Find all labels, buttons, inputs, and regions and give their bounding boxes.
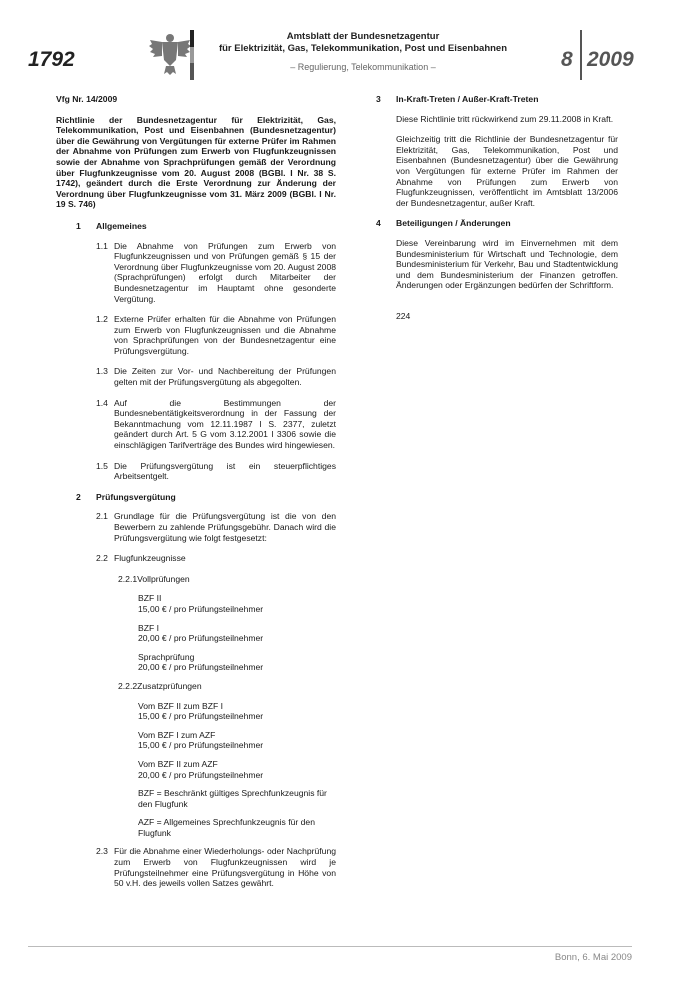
section-4-paragraph-1: Diese Vereinbarung wird im Einvernehmen mit dem Bundesministerium für Wirtschaft und Technologie, dem Bundesministerium für Verkehr, Bau und Stadtentwicklung und dem Bundesministerium der Finanzen getroffen. Änderungen oder Ergänzungen bedürfen der Schriftform. <box>396 237 618 291</box>
issue-year: 2009 <box>587 48 634 71</box>
fee-entry: Vom BZF II zum AZF 20,00 € / pro Prüfungsteilnehmer <box>138 758 264 780</box>
section-2-heading: 2 Prüfungsvergütung <box>76 491 176 502</box>
page-number: 1792 <box>28 48 75 71</box>
item-2-1: 2.1 Grundlage für die Prüfungsvergütung ist die von den Bewerbern zu zahlende Prüfungsgebühr. Danach wird die Prüfungsvergütung wie folgt festgesetzt: <box>96 511 336 543</box>
item-1-5: 1.5 Die Prüfungsvergütung ist ein steuerpflichtiges Arbeitsentgelt. <box>96 460 336 482</box>
section-3-paragraph-2: Gleichzeitig tritt die Richtlinie der Bundesnetzagentur für Elektrizität, Gas, Telekommunikation, Post und Eisenbahnen (Bundesnetzagentur) über die Gewährung von Vergütungen für externe Prüfer im Rahmen der Abnahme von Prüfungen zum Erwerb von Flugfunkzeugnissen, veröffentlicht im Amtsblatt 13/2006 der Bundesnetzagentur, außer Kraft. <box>396 134 618 208</box>
item-1-3: 1.3 Die Zeiten zur Vor- und Nachbereitung der Prüfungen gelten mit der Prüfungsvergütung als abgegolten. <box>96 366 336 388</box>
fee-entry: Vom BZF II zum BZF I 15,00 € / pro Prüfungsteilnehmer <box>138 700 264 722</box>
footer-divider <box>28 946 632 947</box>
section-3-paragraph-1: Diese Richtlinie tritt rückwirkend zum 29.11.2008 in Kraft. <box>396 113 614 124</box>
fee-entry: Vom BZF I zum AZF 15,00 € / pro Prüfungsteilnehmer <box>138 729 264 751</box>
item-1-4: 1.4 Auf die Bestimmungen der Bundesnebentätigkeitsverordnung in der Fassung der Bekanntmachung vom 12.11.1987 I S. 2377, zuletzt geändert durch Art. 5 G vom 3.12.2001 I 3306 sowie die einschlägigen Tarifverträge des Bundes wird hingewiesen. <box>96 397 336 451</box>
item-2-3: 2.3 Für die Abnahme einer Wiederholungs- oder Nachprüfung zum Erwerb von Flugfunkzeugnissen wird je Prüfungsteilnehmer eine Prüfungsvergütung in Höhe von 50 v.H. des jeweils vollen Satzes gewährt. <box>96 846 336 889</box>
section-subtitle: – Regulierung, Telekommunikation – <box>290 62 436 72</box>
publisher-scope: für Elektrizität, Gas, Telekommunikation, Post und Eisenbahnen <box>218 43 508 54</box>
fee-entry: BZF II 15,00 € / pro Prüfungsteilnehmer <box>138 593 264 614</box>
flag-bar-icon <box>190 30 194 80</box>
section-4-heading: 4 Beteiligungen / Änderungen <box>376 218 511 229</box>
section-1-heading: 1 Allgemeines <box>76 220 147 231</box>
definition-bzf: BZF = Beschränkt gültiges Sprechfunkzeugnis für den Flugfunk <box>138 788 327 809</box>
right-column <box>376 94 618 322</box>
subsection-zusatzpruefungen: 2.2.2Zusatzprüfungen <box>118 680 202 691</box>
left-column <box>56 94 336 899</box>
section-3-heading: 3 In-Kraft-Treten / Außer-Kraft-Treten <box>376 94 539 104</box>
fee-entry: Sprachprüfung 20,00 € / pro Prüfungsteilnehmer <box>138 651 264 673</box>
item-1-2: 1.2 Externe Prüfer erhalten für die Abnahme von Prüfungen zum Erwerb von Flugfunkzeugnissen und die Abnahme von Sprachprüfungen von der Bundesnetzagentur eine Prüfungsvergütung. <box>96 314 336 356</box>
subsection-vollpruefungen: 2.2.1Vollprüfungen <box>118 573 190 584</box>
issue-divider <box>580 30 582 80</box>
document-title: Richtlinie der Bundesnetzagentur für Elektrizität, Gas, Telekommunikation, Post und Eisenbahnen (Bundesnetzagentur) über die Gewährung von Vergütungen für externe Prüfer im Rahmen der Abnahme von Prüfungen zum Erwerb von Flugfunkzeugnissen sowie der Abnahme von Sprachprüfungen gemäß der Verordnung über Flugfunkzeugnisse vom 20. August 2008 (BGBl. I Nr. 38 S. 1742), geändert durch die Erste Verordnung zur Änderung der Verordnung über Flugfunkzeugnisse vom 31. März 2009 (BGBl. I Nr. 19 S. 746) <box>56 114 336 210</box>
issue-number: 8 <box>561 48 573 71</box>
document-reference: Vfg Nr. 14/2009 <box>56 94 118 104</box>
federal-eagle-icon <box>148 30 192 76</box>
publisher-name: Amtsblatt der Bundesnetzagentur <box>286 31 440 42</box>
definition-azf: AZF = Allgemeines Sprechfunkzeugnis für den Flugfunk <box>138 817 315 838</box>
publisher-block <box>208 31 518 73</box>
fee-entry: BZF I 20,00 € / pro Prüfungsteilnehmer <box>138 622 264 644</box>
item-1-1: 1.1 Die Abnahme von Prüfungen zum Erwerb von Flugfunkzeugnissen und von Prüfungen gemäß § 15 der Verordnung über Flugfunkzeugnisse vom 20. August 2008 (Sprachprüfungen) erfolgt durch Mitarbeiter der Bundesnetzagentur im Hauptamt ohne gesonderte Vergütung. <box>96 240 336 304</box>
footer-place-date: Bonn, 6. Mai 2009 <box>554 952 632 963</box>
footnote-number: 224 <box>396 310 411 321</box>
item-2-2: 2.2 Flugfunkzeugnisse <box>96 553 186 564</box>
